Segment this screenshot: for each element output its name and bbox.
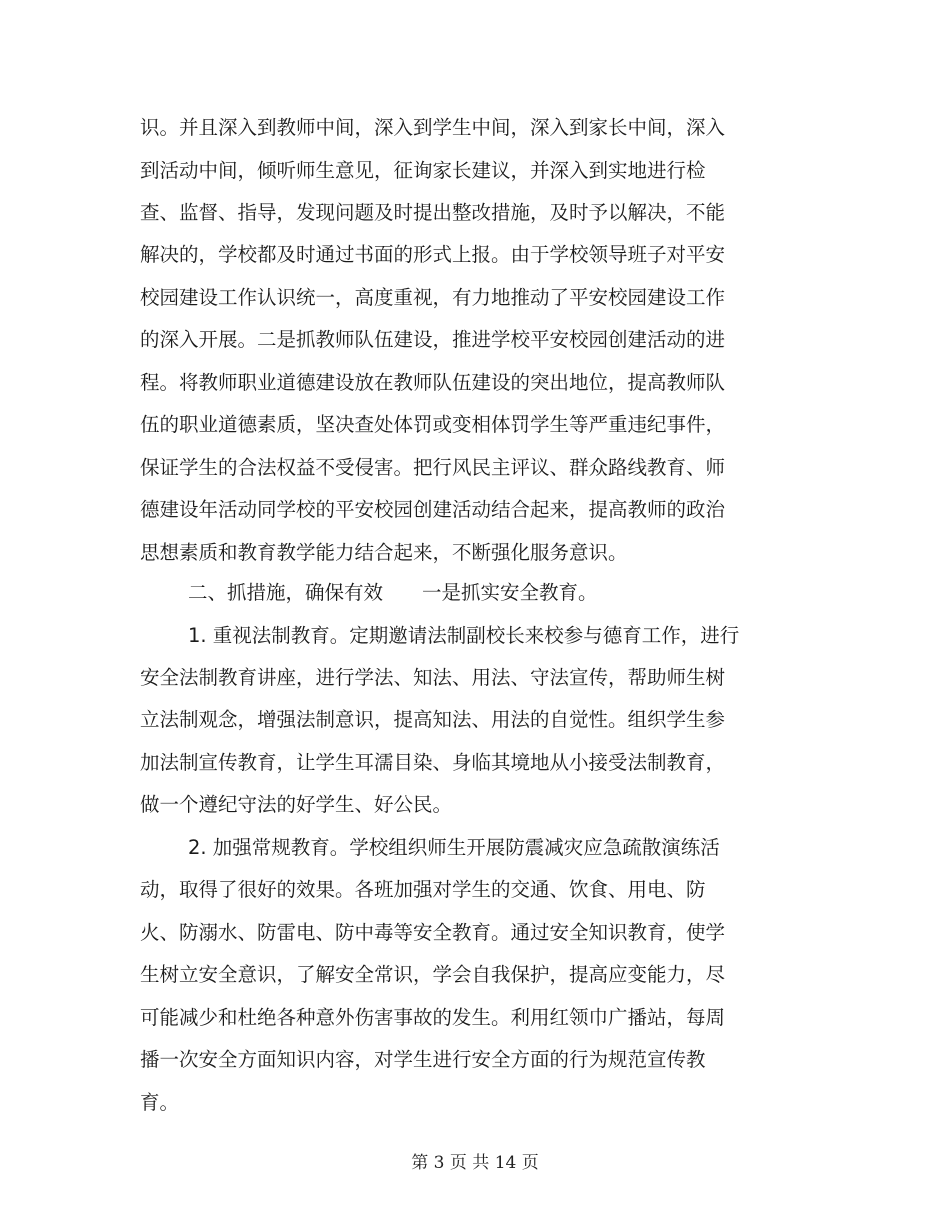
- text-line: 育。: [140, 1091, 180, 1114]
- text-line: 校园建设工作认识统一，高度重视，有力地推动了平安校园建设工作: [140, 286, 726, 309]
- text-line: 的深入开展。二是抓教师队伍建设，推进学校平安校园创建活动的进: [140, 328, 726, 351]
- text-line: 程。将教师职业道德建设放在教师队伍建设的突出地位，提高教师队: [140, 371, 726, 394]
- text-line: 可能减少和杜绝各种意外伤害事故的发生。利用红领巾广播站，每周: [140, 1006, 726, 1029]
- text-line: 解决的，学校都及时通过书面的形式上报。由于学校领导班子对平安: [140, 243, 726, 266]
- text-line: 查、监督、指导，发现问题及时提出整改措施，及时予以解决，不能: [140, 201, 726, 224]
- text-line: 2. 加强常规教育。学校组织师生开展防震减灾应急疏散演练活: [188, 836, 720, 859]
- text-line: 思想素质和教育教学能力结合起来，不断强化服务意识。: [140, 541, 628, 564]
- text-line: 做一个遵纪守法的好学生、好公民。: [140, 793, 453, 816]
- text-line: 到活动中间，倾听师生意见，征询家长建议，并深入到实地进行检: [140, 159, 706, 182]
- text-line: 播一次安全方面知识内容，对学生进行安全方面的行为规范宣传教: [140, 1048, 706, 1071]
- text-line: 立法制观念，增强法制意识，提高知法、用法的自觉性。组织学生参: [140, 708, 726, 731]
- page-number-footer: 第 3 页 共 14 页: [411, 1153, 539, 1173]
- text-line: 识。并且深入到教师中间，深入到学生中间，深入到家长中间，深入: [140, 116, 726, 139]
- text-line: 伍的职业道德素质，坚决查处体罚或变相体罚学生等严重违纪事件，: [140, 413, 726, 436]
- section-heading: 二、抓措施，确保有效 一是抓实安全教育。: [188, 581, 598, 604]
- text-line: 安全法制教育讲座，进行学法、知法、用法、守法宣传，帮助师生树: [140, 666, 726, 689]
- text-line: 加法制宣传教育，让学生耳濡目染、身临其境地从小接受法制教育，: [140, 751, 726, 774]
- text-line: 1. 重视法制教育。定期邀请法制副校长来校参与德育工作，进行: [188, 624, 740, 647]
- text-line: 生树立安全意识，了解安全常识，学会自我保护，提高应变能力，尽: [140, 963, 726, 986]
- text-line: 德建设年活动同学校的平安校园创建活动结合起来，提高教师的政治: [140, 498, 726, 521]
- text-line: 动，取得了很好的效果。各班加强对学生的交通、饮食、用电、防: [140, 878, 706, 901]
- text-line: 火、防溺水、防雷电、防中毒等安全教育。通过安全知识教育，使学: [140, 921, 726, 944]
- text-line: 保证学生的合法权益不受侵害。把行风民主评议、群众路线教育、师: [140, 456, 726, 479]
